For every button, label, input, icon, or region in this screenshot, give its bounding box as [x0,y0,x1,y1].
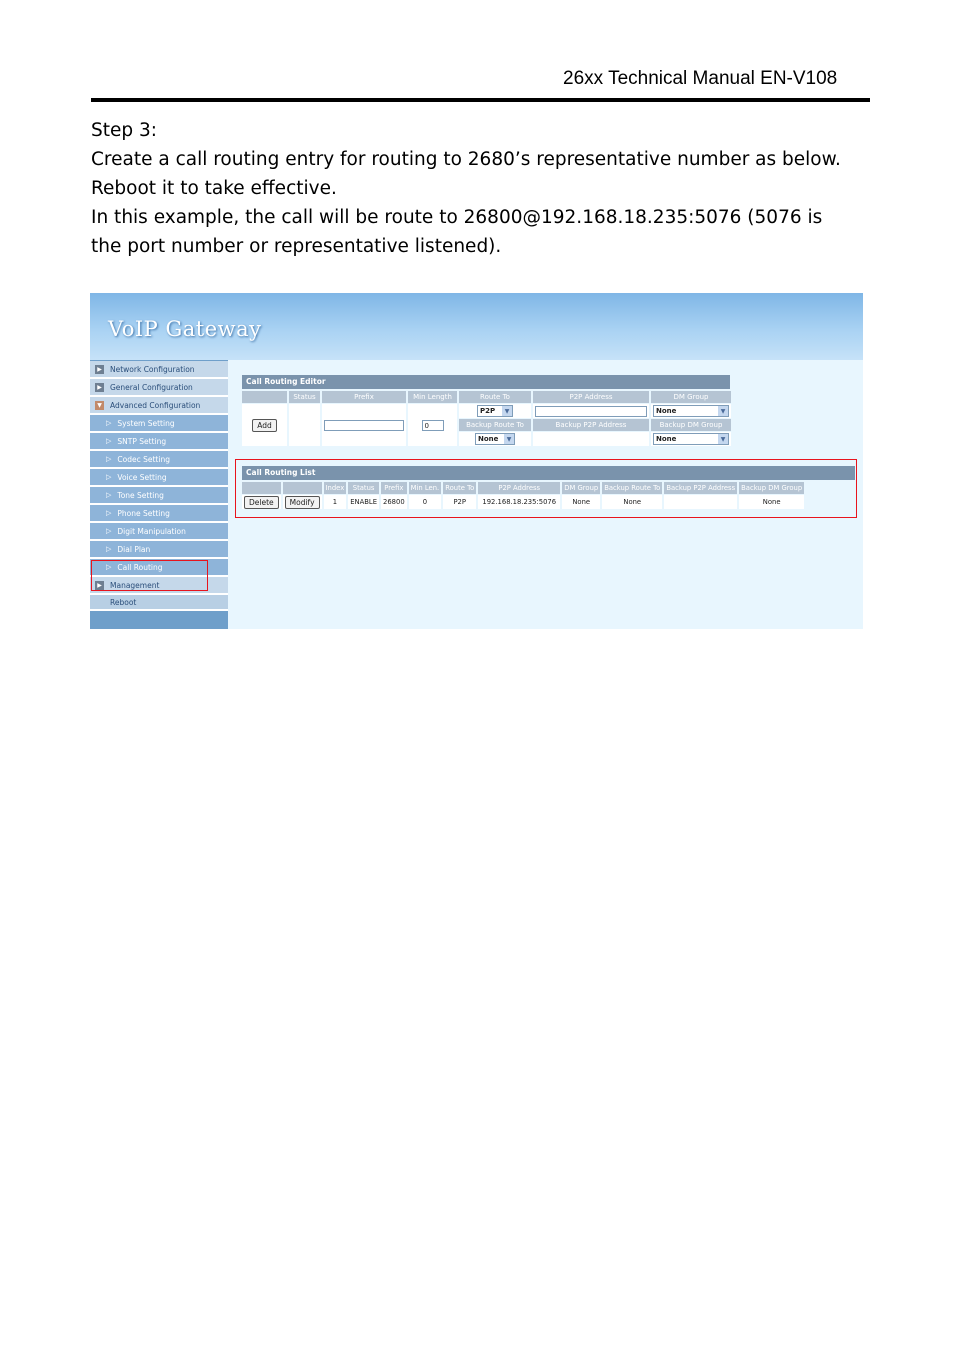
list-header-dm-group: DM Group [564,484,599,492]
triangle-icon: ▷ [106,563,112,571]
p2p-address-cell [533,404,649,418]
modify-button[interactable]: Modify [285,496,320,509]
sidebar-item-phone-setting[interactable]: ▷ Phone Setting [90,505,228,523]
instruction-line-2: Reboot it to take effective. [91,178,337,199]
sidebar-item-general-configuration[interactable]: ▶ General Configuration [90,379,228,397]
triangle-icon: ▷ [106,545,112,553]
expand-icon: ▶ [95,383,104,392]
cell-prefix: 26800 [381,495,407,509]
list-header-p2p-address: P2P Address [478,482,560,494]
list-header-backup-p2p-address: Backup P2P Address [666,484,736,492]
sidebar-item-tone-setting[interactable]: ▷ Tone Setting [90,487,228,505]
list-header-prefix: Prefix [381,482,407,494]
collapse-icon: ▼ [95,401,104,410]
triangle-icon: ▷ [106,473,112,481]
min-length-input[interactable]: 0 [422,420,444,431]
step-label: Step 3: [91,120,158,141]
cell-backup-route-to: None [602,495,662,509]
cell-status: ENABLE [348,495,379,509]
add-button[interactable]: Add [252,419,277,432]
editor-header-prefix: Prefix [322,391,406,403]
editor-header-dm-group: DM Group [651,391,731,403]
list-header-status: Status [348,482,379,494]
triangle-icon: ▷ [106,491,112,499]
cell-p2p-address: 192.168.18.235:5076 [478,495,560,509]
editor-header-backup-dm-group: Backup DM Group [651,419,731,431]
sidebar-item-dial-plan[interactable]: ▷ Dial Plan [90,541,228,559]
backup-dm-group-select[interactable]: None ▼ [653,433,729,445]
cell-index: 1 [324,495,347,509]
list-header-backup-route-to: Backup Route To [604,484,661,492]
editor-table [240,390,733,447]
dm-group-select[interactable]: None ▼ [653,405,729,417]
backup-p2p-address-cell [533,432,649,446]
editor-header-p2p-address: P2P Address [533,391,649,403]
list-title: Call Routing List [242,466,855,480]
cell-min-len: 0 [409,495,442,509]
list-header-min-len: Min Len. [410,484,440,492]
triangle-icon: ▷ [106,527,112,535]
chevron-down-icon: ▼ [502,406,512,416]
editor-header-min-length: Min Length [408,391,457,403]
call-routing-highlight-box [91,560,208,591]
editor-header-backup-route-to: Backup Route To [459,419,531,431]
cell-route-to: P2P [443,495,476,509]
sidebar-item-voice-setting[interactable]: ▷ Voice Setting [90,469,228,487]
backup-route-to-cell [459,432,531,446]
cell-dm-group: None [562,495,600,509]
editor-header-backup-p2p-address: Backup P2P Address [533,419,649,431]
list-header-route-to: Route To [445,484,475,492]
chevron-down-icon: ▼ [718,406,728,416]
page-header: 26xx Technical Manual EN-V108 [563,68,838,89]
sidebar-item-sntp-setting[interactable]: ▷ SNTP Setting [90,433,228,451]
example-line-1: In this example, the call will be route to 26800@192.168.18.235:5076 (5076 is [91,207,823,228]
editor-header-status: Status [289,391,320,403]
p2p-address-input[interactable] [535,406,647,417]
sidebar-item-network-configuration[interactable]: ▶ Network Configuration [90,361,228,379]
list-header-backup-dm-group: Backup DM Group [741,484,803,492]
expand-icon: ▶ [95,581,104,590]
backup-dm-group-cell [651,432,731,446]
triangle-icon: ▷ [106,455,112,463]
min-length-cell [408,404,457,446]
sidebar-item-codec-setting[interactable]: ▷ Codec Setting [90,451,228,469]
sidebar-item-call-routing[interactable]: ▷ Call Routing [90,559,228,577]
instruction-line-1: Create a call routing entry for routing to 2680’s representative number as below. [91,149,841,170]
sidebar-item-management[interactable]: ▶ Management [90,577,228,595]
triangle-icon: ▷ [106,419,112,427]
body-text [91,116,871,261]
banner [90,293,863,360]
chevron-down-icon: ▼ [504,434,514,444]
sidebar-item-reboot[interactable]: Reboot [90,595,228,611]
example-line-2: the port number or representative listened). [91,236,502,257]
delete-button[interactable]: Delete [244,496,279,509]
editor-header-blank [242,391,287,403]
editor-title: Call Routing Editor [242,375,730,389]
editor-header-route-to: Route To [459,391,531,403]
chevron-down-icon: ▼ [718,434,728,444]
route-to-cell [459,404,531,418]
add-cell [242,404,287,446]
list-highlight-box [235,459,857,518]
expand-icon: ▶ [95,365,104,374]
prefix-cell [322,404,406,446]
triangle-icon: ▷ [106,437,112,445]
voip-gateway-screenshot [90,293,863,629]
sidebar-item-system-setting[interactable]: ▷ System Setting [90,415,228,433]
prefix-input[interactable] [324,420,404,431]
dm-group-cell [651,404,731,418]
status-cell [289,404,320,446]
app-title: VoIP Gateway [108,317,262,341]
cell-backup-dm-group: None [739,495,804,509]
route-to-select[interactable]: P2P ▼ [477,405,513,417]
sidebar-item-digit-manipulation[interactable]: ▷ Digit Manipulation [90,523,228,541]
list-header-index: Index [325,484,345,492]
header-rule [91,98,870,102]
backup-route-to-select[interactable]: None ▼ [475,433,515,445]
triangle-icon: ▷ [106,509,112,517]
sidebar-item-advanced-configuration[interactable]: ▼ Advanced Configuration [90,397,228,415]
